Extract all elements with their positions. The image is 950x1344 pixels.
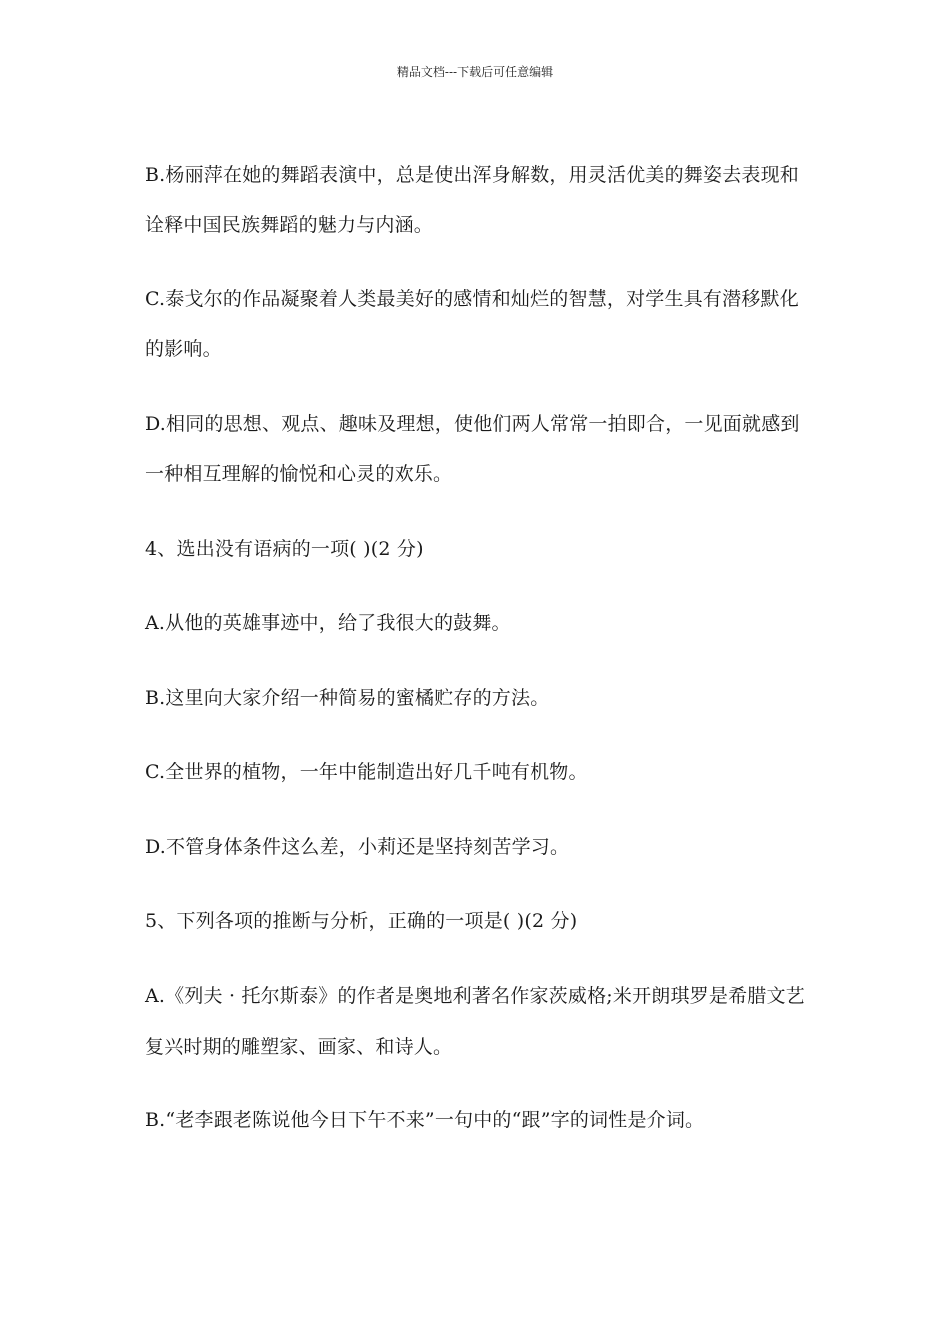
option-d-line-1: D.相同的思想、观点、趣味及理想，使他们两人常常一拍即合，一见面就感到	[145, 413, 800, 435]
q4-option-c: C.全世界的植物，一年中能制造出好几千吨有机物。	[145, 761, 588, 783]
option-c-line-2: 的影响。	[145, 338, 222, 360]
page-header: 精品文档---下载后可任意编辑	[396, 65, 554, 79]
q4-option-d: D.不管身体条件这么差，小莉还是坚持刻苦学习。	[145, 836, 570, 858]
q5-option-b: B.“老李跟老陈说他今日下午不来”一句中的“跟”字的词性是介词。	[145, 1109, 705, 1131]
q5-option-a-line-2: 复兴时期的雕塑家、画家、和诗人。	[145, 1036, 453, 1058]
question-4: 4、选出没有语病的一项( )(2 分)	[145, 538, 424, 560]
q5-option-a-line-1: A.《列夫 · 托尔斯泰》的作者是奥地利著名作家茨威格;米开朗琪罗是希腊文艺	[145, 985, 805, 1007]
q4-option-b: B.这里向大家介绍一种简易的蜜橘贮存的方法。	[145, 687, 550, 709]
option-b-line-2: 诠释中国民族舞蹈的魅力与内涵。	[145, 214, 434, 236]
q4-option-a: A.从他的英雄事迹中，给了我很大的鼓舞。	[145, 612, 511, 634]
option-c-line-1: C.泰戈尔的作品凝聚着人类最美好的感情和灿烂的智慧，对学生具有潜移默化	[145, 288, 799, 310]
question-5: 5、下列各项的推断与分析，正确的一项是( )(2 分)	[145, 910, 578, 932]
option-b-line-1: B.杨丽萍在她的舞蹈表演中，总是使出浑身解数，用灵活优美的舞姿去表现和	[145, 164, 800, 186]
option-d-line-2: 一种相互理解的愉悦和心灵的欢乐。	[145, 463, 453, 485]
